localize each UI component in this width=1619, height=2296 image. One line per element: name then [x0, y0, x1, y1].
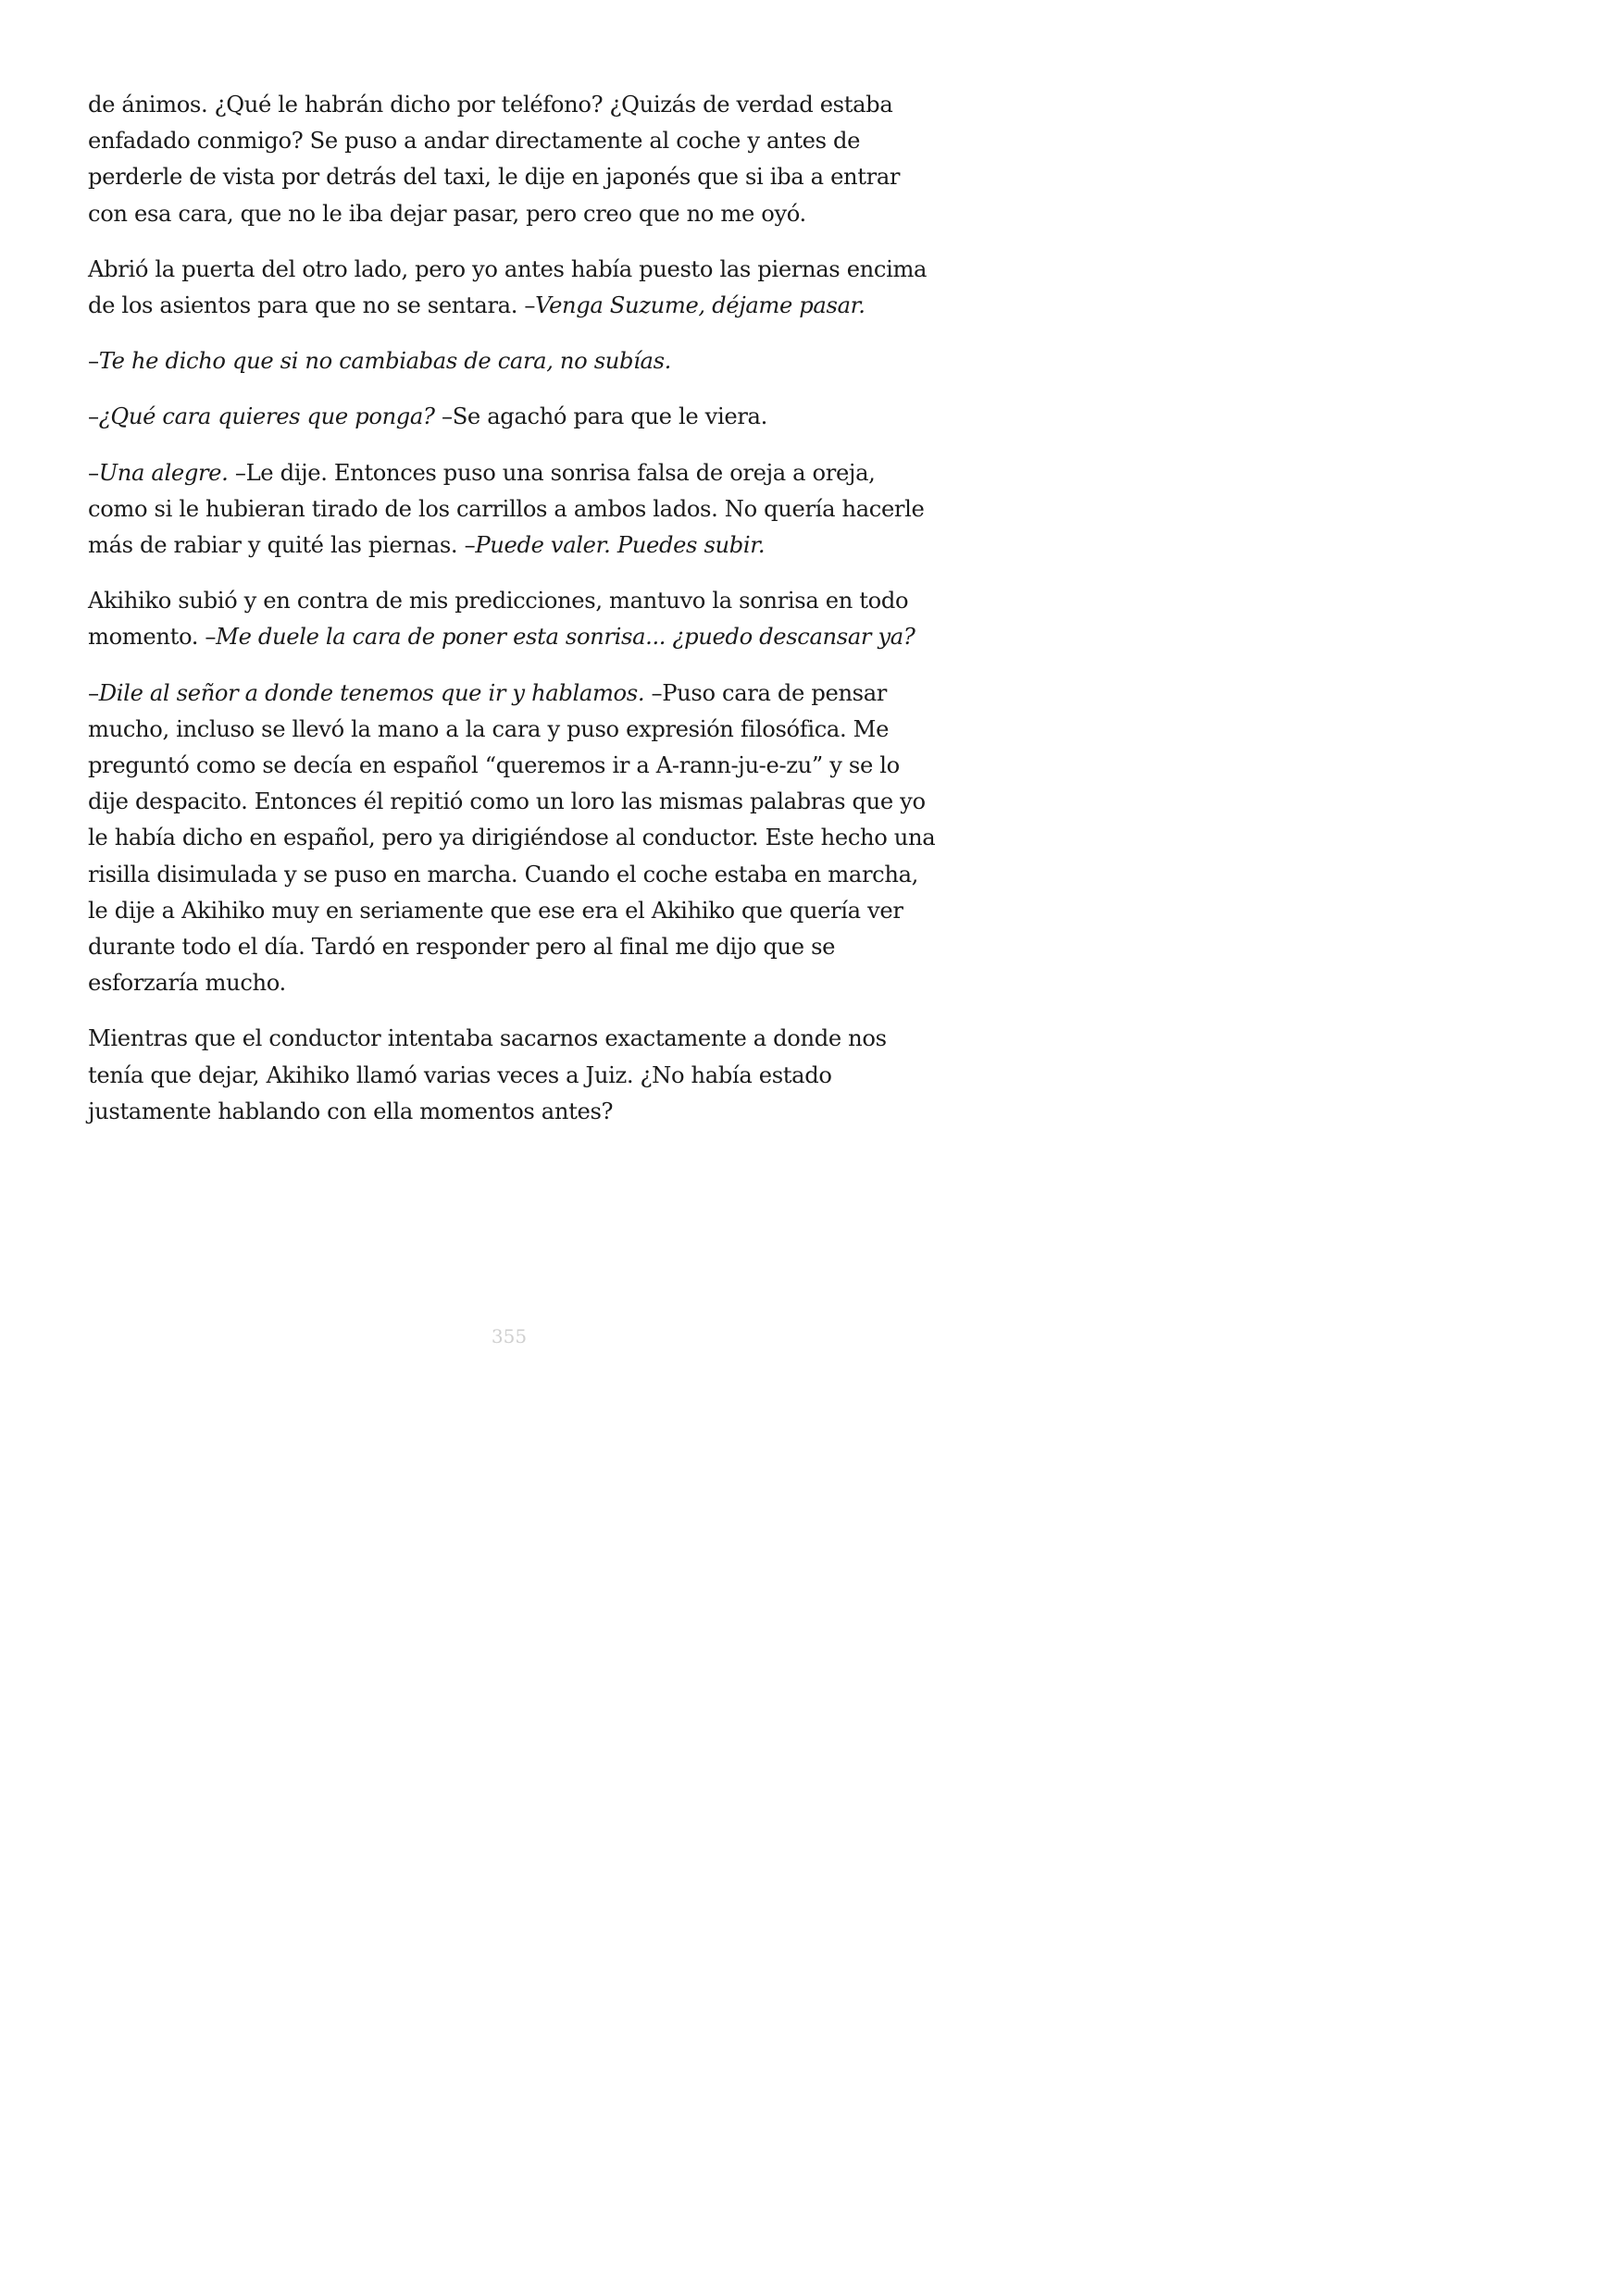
text-run: –Le dije. Entonces puso una sonrisa falsa de oreja a oreja, como si le hubieran tirado de los carrillos a ambos lados. No quería hacerle más de rabiar y quité las piernas. – [88, 459, 925, 559]
text-run: – [88, 459, 99, 486]
text-run: –Puso cara de pensar mucho, incluso se llevó la mano a la cara y puso expresión filosófica. Me preguntó como se decía en español “queremos ir a A-rann-ju-e-zu” y se lo dije despacito. Entonces él repitió como un loro las mismas palabras que yo le había dicho en español, pero ya dirigiéndose al conductor. Este hecho una risilla disimulada y se puso en marcha. Cuando el coche estaba en marcha, le dije a Akihiko muy en seriamente que ese era el Akihiko que quería ver durante todo el día. Tardó en responder pero al final me dijo que se esforzaría mucho. [88, 679, 936, 997]
text-run: Mientras que el conductor intentaba sacarnos exactamente a donde nos tenía que dejar, Akihiko llamó varias veces a Juiz. ¿No había estado justamente hablando con ella momentos antes? [88, 1025, 887, 1124]
dialogue-run: Dile al señor a donde tenemos que ir y hablamos. [98, 679, 645, 706]
dialogue-run: Te he dicho que si no cambiabas de cara, no subías. [98, 348, 671, 375]
paragraph [88, 87, 938, 232]
dialogue-run: Me duele la cara de poner esta sonrisa... ¿puedo descansar ya? [216, 624, 915, 651]
paragraph [88, 455, 938, 565]
page-number: 355 [491, 1325, 528, 1347]
dialogue-run: Puede valer. Puedes subir. [475, 532, 766, 559]
text-run: – [88, 403, 99, 430]
paragraph [88, 399, 938, 435]
paragraph [88, 343, 938, 379]
paragraph [88, 583, 938, 655]
text-run: de ánimos. ¿Qué le habrán dicho por teléfono? ¿Quizás de verdad estaba enfadado conmigo? Se puso a andar directamente al coche y antes de perderle de vista por detrás del taxi, le dije en japonés que si iba a entrar con esa cara, que no le iba dejar pasar, pero creo que no me oyó. [88, 92, 901, 227]
page-body [88, 87, 938, 1149]
text-run: – [88, 679, 99, 706]
paragraph [88, 1021, 938, 1130]
dialogue-run: Venga Suzume, déjame pasar. [535, 292, 866, 319]
text-run: – [88, 348, 99, 375]
text-run: Akihiko subió y en contra de mis predicciones, mantuvo la sonrisa en todo momento. – [88, 588, 909, 651]
text-run: –Se agachó para que le viera. [434, 403, 767, 430]
dialogue-run: ¿Qué cara quieres que ponga? [98, 403, 435, 430]
dialogue-run: Una alegre. [98, 459, 229, 486]
paragraph [88, 676, 938, 1002]
text-run: Abrió la puerta del otro lado, pero yo antes había puesto las piernas encima de los asientos para que no se sentara. – [88, 255, 928, 319]
paragraph [88, 252, 938, 324]
